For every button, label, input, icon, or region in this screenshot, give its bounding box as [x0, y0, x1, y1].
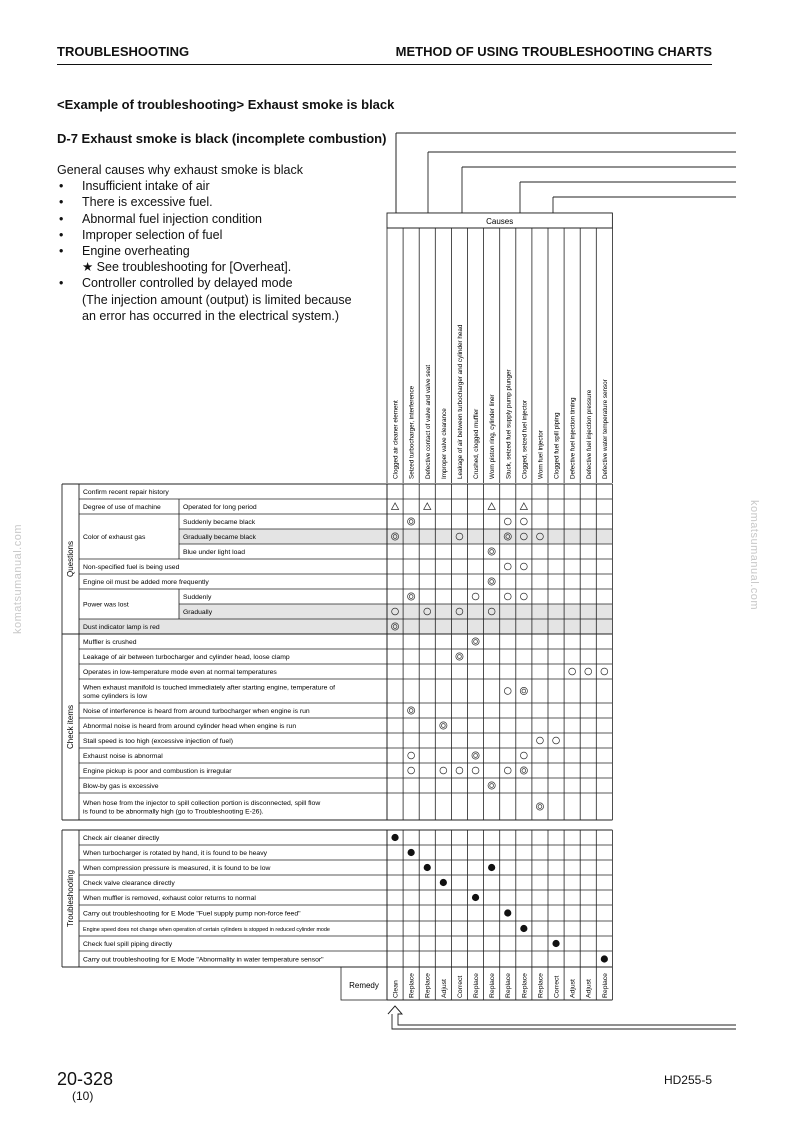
- double-circle: [440, 722, 447, 729]
- double-circle: [536, 803, 543, 810]
- circle: [520, 752, 527, 759]
- row-sub-label: Suddenly became black: [183, 519, 256, 526]
- row-label: Abnormal noise is heard from around cylinder head when engine is run: [83, 723, 297, 730]
- cause-label: Defective water temperature sensor: [601, 379, 609, 479]
- triangle: [424, 503, 431, 510]
- cause-label: Clogged air cleaner element: [392, 400, 400, 479]
- circle: [472, 767, 479, 774]
- cause-label: Improper valve clearance: [440, 408, 448, 479]
- double-circle-inner: [522, 689, 526, 693]
- page-number: 20-328: [57, 1069, 114, 1089]
- remedy-correct: Correct: [456, 975, 464, 998]
- row-label: Color of exhaust gas: [83, 534, 146, 541]
- circle: [472, 593, 479, 600]
- row-label: When muffler is removed, exhaust color returns to normal: [83, 895, 256, 902]
- remedy-replace: Replace: [521, 973, 529, 998]
- double-circle: [408, 707, 415, 714]
- general-cause-text: Improper selection of fuel: [82, 227, 223, 242]
- causes-label: Causes: [486, 217, 514, 226]
- double-circle-inner: [490, 550, 494, 554]
- double-circle-inner: [409, 520, 413, 524]
- remedy-adjust: Adjust: [440, 979, 448, 998]
- cause-label: Clogged fuel spill piping: [553, 412, 561, 479]
- bullet: •: [59, 195, 64, 210]
- bullet: •: [59, 211, 64, 226]
- circle: [504, 563, 511, 570]
- cause-label: Worn piston ring, cylinder liner: [489, 394, 497, 479]
- section-label-check_items: Check items: [66, 704, 75, 750]
- general-cause-text: (The injection amount (output) is limited because: [82, 292, 352, 307]
- circle: [553, 737, 560, 744]
- row-label: Check air cleaner directly: [83, 835, 160, 842]
- row-label-cont: some cylinders is low: [83, 693, 148, 700]
- general-cause-text: an error has occurred in the electrical system.): [82, 308, 340, 323]
- filled-dot: [552, 940, 559, 947]
- row-label: When exhaust manifold is touched immediately after starting engine, temperature of: [83, 684, 335, 692]
- triangle: [520, 503, 527, 510]
- row-label: Engine oil must be added more frequently: [83, 579, 209, 586]
- row-label: Exhaust noise is abnormal: [83, 753, 163, 760]
- general-causes-heading: General causes why exhaust smoke is black: [57, 163, 303, 177]
- row-sub-label: Suddenly: [183, 594, 212, 601]
- triangle: [391, 503, 398, 510]
- remedy-arrow: [388, 1006, 736, 1029]
- row-label-cont: is found to be abnormally high (go to Troubleshooting E-26).: [83, 808, 264, 816]
- filled-dot: [424, 864, 431, 871]
- row-label: Stall speed is too high (excessive injection of fuel): [83, 738, 233, 745]
- remedy-replace: Replace: [505, 973, 513, 998]
- remedy-replace: Replace: [408, 973, 416, 998]
- circle: [440, 767, 447, 774]
- cause-label: Seized turbocharger, interference: [408, 385, 416, 479]
- filled-dot: [472, 894, 479, 901]
- circle: [585, 668, 592, 675]
- circle: [520, 563, 527, 570]
- circle: [537, 737, 544, 744]
- remedy-adjust: Adjust: [585, 979, 593, 998]
- general-cause-text: ★ See troubleshooting for [Overheat].: [82, 260, 292, 275]
- section-label-troubleshooting: Troubleshooting: [66, 869, 75, 928]
- remedy-replace: Replace: [537, 973, 545, 998]
- row-label: Engine speed does not change when operation of certain cylinders is stopped in reduced cylinder mode: [83, 927, 330, 933]
- filled-dot: [488, 864, 495, 871]
- circle: [569, 668, 576, 675]
- bullet: •: [59, 227, 64, 242]
- double-circle-inner: [474, 640, 478, 644]
- circle: [408, 767, 415, 774]
- header-right: METHOD OF USING TROUBLESHOOTING CHARTS: [395, 44, 712, 59]
- circle: [504, 518, 511, 525]
- double-circle: [520, 687, 527, 694]
- double-circle-inner: [409, 709, 413, 713]
- double-circle: [488, 578, 495, 585]
- double-circle: [408, 593, 415, 600]
- cause-label: Defective fuel injection timing: [569, 397, 577, 479]
- remedy-clean: Clean: [392, 980, 400, 998]
- double-circle-inner: [409, 595, 413, 599]
- circle: [520, 518, 527, 525]
- general-cause-text: There is excessive fuel.: [82, 195, 213, 210]
- cause-label: Worn fuel injector: [537, 430, 545, 479]
- bullet: •: [59, 179, 64, 194]
- model-name: HD255-5: [663, 1073, 712, 1087]
- row-shade: [179, 604, 612, 619]
- row-label: Degree of use of machine: [83, 504, 161, 511]
- circle: [504, 767, 511, 774]
- double-circle: [488, 782, 495, 789]
- remedy-label: Remedy: [349, 981, 379, 990]
- general-cause-text: Abnormal fuel injection condition: [82, 211, 262, 226]
- double-circle: [408, 518, 415, 525]
- row-label: Noise of interference is heard from around turbocharger when engine is run: [83, 708, 310, 715]
- row-label: Carry out troubleshooting for E Mode "Abnormality in water temperature sensor": [83, 956, 324, 964]
- double-circle-inner: [522, 769, 526, 773]
- circle: [520, 593, 527, 600]
- filled-dot: [601, 955, 608, 962]
- revision-number: (10): [72, 1089, 94, 1103]
- bullet: •: [59, 276, 64, 291]
- general-cause-text: Insufficient intake of air: [82, 179, 210, 194]
- remedy-replace: Replace: [424, 973, 432, 998]
- row-label: Blow-by gas is excessive: [83, 783, 159, 790]
- double-circle: [520, 767, 527, 774]
- row-label: Check fuel spill piping directly: [83, 941, 173, 948]
- filled-dot: [391, 834, 398, 841]
- row-label: Carry out troubleshooting for E Mode "Fuel supply pump non-force feed": [83, 910, 301, 918]
- row-sub-label: Gradually became black: [183, 534, 256, 541]
- watermark-right: komatsumanual.com: [748, 500, 760, 610]
- filled-dot: [440, 879, 447, 886]
- double-circle: [472, 752, 479, 759]
- general-cause-text: Controller controlled by delayed mode: [82, 276, 293, 291]
- cause-label: Clogged, seized fuel injector: [521, 399, 529, 479]
- bullet: •: [59, 244, 64, 259]
- row-label: Non-specified fuel is being used: [83, 564, 180, 571]
- cause-label: Leakage of air between turbocharger and cylinder head: [456, 324, 464, 479]
- circle: [504, 688, 511, 695]
- remedy-adjust: Adjust: [569, 979, 577, 998]
- double-circle-inner: [458, 655, 462, 659]
- circle: [504, 593, 511, 600]
- triangle: [488, 503, 495, 510]
- double-circle-inner: [538, 805, 542, 809]
- row-sub-label: Operated for long period: [183, 504, 257, 511]
- filled-dot: [520, 925, 527, 932]
- row-label: Muffler is crushed: [83, 639, 137, 646]
- double-circle-inner: [474, 754, 478, 758]
- row-sub-label: Blue under light load: [183, 549, 245, 556]
- row-sub-label: Gradually: [183, 609, 213, 616]
- example-title: <Example of troubleshooting> Exhaust smoke is black: [57, 97, 395, 112]
- row-label: Dust indicator lamp is red: [83, 624, 160, 631]
- section-label-questions: Questions: [66, 540, 75, 578]
- row-label: When hose from the injector to spill collection portion is disconnected, spill flow: [83, 800, 321, 807]
- row-label: Confirm recent repair history: [83, 489, 169, 496]
- header-left: TROUBLESHOOTING: [57, 44, 190, 59]
- remedy-replace: Replace: [472, 973, 480, 998]
- remedy-correct: Correct: [553, 975, 561, 998]
- watermark-left: komatsumanual.com: [12, 524, 24, 634]
- circle: [456, 767, 463, 774]
- filled-dot: [408, 849, 415, 856]
- double-circle: [488, 548, 495, 555]
- double-circle-inner: [490, 784, 494, 788]
- remedy-replace: Replace: [489, 973, 497, 998]
- double-circle: [472, 638, 479, 645]
- double-circle-inner: [441, 724, 445, 728]
- cause-label: Stuck, seized fuel supply pump plunger: [505, 369, 513, 479]
- double-circle: [456, 653, 463, 660]
- filled-dot: [504, 909, 511, 916]
- double-circle-inner: [490, 580, 494, 584]
- row-label: Check valve clearance directly: [83, 880, 175, 887]
- section-title: D-7 Exhaust smoke is black (incomplete combustion): [57, 131, 387, 146]
- row-label: Operates in low-temperature mode even at normal temperatures: [83, 669, 277, 676]
- remedy-arrow-head: [388, 1006, 402, 1014]
- cause-label: Defective contact of valve and valve seat: [424, 364, 432, 479]
- circle: [408, 752, 415, 759]
- cause-label: Crushed, clogged muffler: [473, 408, 481, 479]
- general-cause-text: Engine overheating: [82, 244, 190, 259]
- circle: [601, 668, 608, 675]
- row-label: Engine pickup is poor and combustion is irregular: [83, 768, 232, 775]
- remedy-replace: Replace: [601, 973, 609, 998]
- cause-label: Defective fuel injection pressure: [585, 389, 593, 479]
- row-label: When compression pressure is measured, it is found to be low: [83, 865, 271, 872]
- row-label: Power was lost: [83, 601, 129, 609]
- row-label: When turbocharger is rotated by hand, it is found to be heavy: [83, 850, 268, 857]
- row-label: Leakage of air between turbocharger and cylinder head, loose clamp: [83, 654, 290, 661]
